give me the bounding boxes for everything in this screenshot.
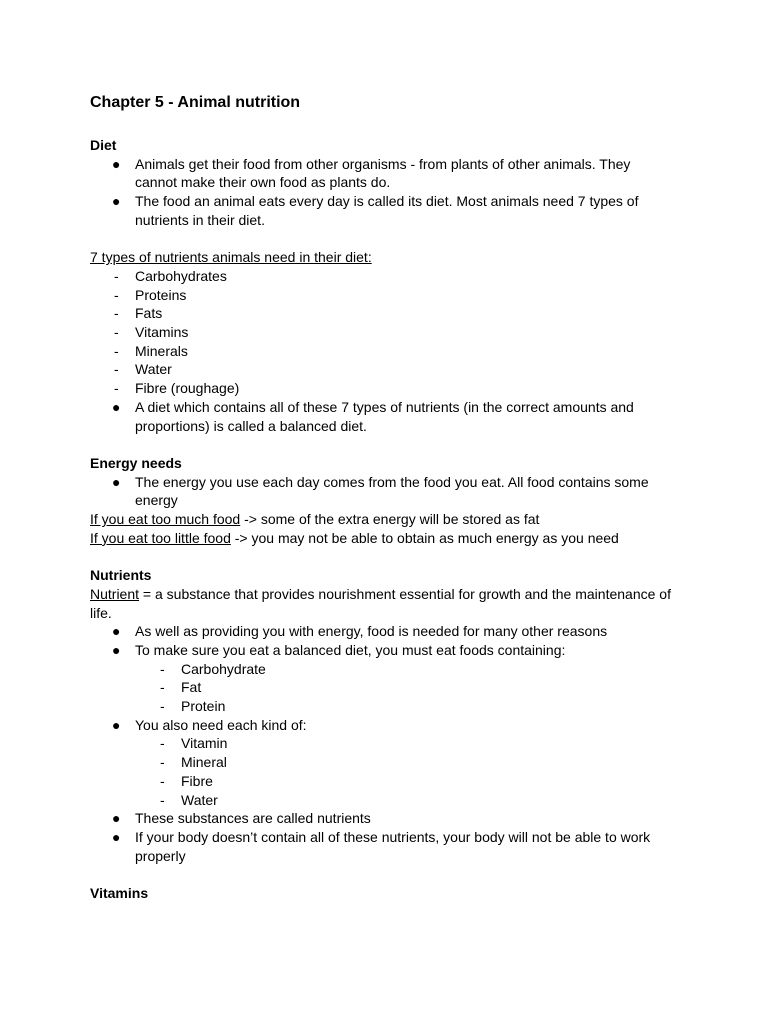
dash-marker: - xyxy=(160,698,165,715)
bullet-marker: ● xyxy=(112,623,121,640)
too-little-food-text: -> you may not be able to obtain as much energy as you need xyxy=(230,529,619,546)
bullet-marker: ● xyxy=(112,716,121,733)
list-item-text: The food an animal eats every day is called its diet. Most animals need 7 types of nutrients in their diet. xyxy=(135,193,639,228)
list-item xyxy=(90,192,675,229)
list-item-text: Fibre xyxy=(181,772,213,789)
list-item-text: Minerals xyxy=(135,342,188,359)
bullet-marker: ● xyxy=(112,810,121,827)
section-nutrients xyxy=(90,566,675,865)
list-item xyxy=(90,622,675,641)
list-item xyxy=(90,828,675,865)
bullet-marker: ● xyxy=(112,641,121,658)
list-item xyxy=(90,379,675,398)
list-item xyxy=(90,360,675,379)
list-item xyxy=(90,641,675,716)
nutrient-types-list xyxy=(90,267,675,435)
list-item-text: Carbohydrate xyxy=(181,660,266,677)
list-item-text: Water xyxy=(181,791,218,808)
dash-marker: - xyxy=(114,380,119,397)
dash-marker: - xyxy=(114,342,119,359)
dash-marker: - xyxy=(114,267,119,284)
list-item xyxy=(90,286,675,305)
section-diet xyxy=(90,136,675,435)
definition-term: Nutrient xyxy=(90,585,140,602)
list-item-text: Fibre (roughage) xyxy=(135,380,240,397)
too-much-food-line xyxy=(90,510,675,529)
diet-bullet-list xyxy=(90,155,675,230)
dash-marker: - xyxy=(114,324,119,341)
section-vitamins xyxy=(90,884,675,903)
too-much-food-label: If you eat too much food xyxy=(90,511,241,528)
list-item xyxy=(90,473,675,510)
energy-bullet-list xyxy=(90,473,675,510)
list-item xyxy=(90,155,675,192)
dash-marker: - xyxy=(160,735,165,752)
list-item xyxy=(90,809,675,828)
section-heading-vitamins: Vitamins xyxy=(90,885,149,902)
list-item-text: The energy you use each day comes from the food you eat. All food contains some energy xyxy=(135,473,649,509)
balanced-diet-foods-list xyxy=(135,660,675,716)
nutrients-bullet-list xyxy=(90,622,675,865)
list-item-text: To make sure you eat a balanced diet, you must eat foods containing: xyxy=(135,641,566,658)
each-kind-list xyxy=(135,734,675,809)
list-item-text: Proteins xyxy=(135,286,187,303)
too-much-food-text: -> some of the extra energy will be stored as fat xyxy=(240,511,540,528)
bullet-marker: ● xyxy=(112,473,121,490)
too-little-food-line xyxy=(90,529,675,548)
bullet-marker: ● xyxy=(112,398,121,415)
section-heading-nutrients: Nutrients xyxy=(90,567,152,584)
dash-marker: - xyxy=(160,754,165,771)
list-item xyxy=(90,342,675,361)
dash-marker: - xyxy=(160,791,165,808)
list-item xyxy=(90,734,675,753)
dash-marker: - xyxy=(160,772,165,789)
list-item-text: These substances are called nutrients xyxy=(135,810,371,827)
list-item-text: Fat xyxy=(181,679,202,696)
too-little-food-label: If you eat too little food xyxy=(90,529,231,546)
bullet-marker: ● xyxy=(112,155,121,172)
list-item-text: Mineral xyxy=(181,754,227,771)
list-item-text: Animals get their food from other organisms - from plants of other animals. They cannot make their own food as plants do. xyxy=(135,155,631,191)
definition-text: = a substance that provides nourishment essential for growth and the maintenance of life. xyxy=(90,585,671,621)
list-item xyxy=(90,323,675,342)
dash-marker: - xyxy=(160,679,165,696)
list-item xyxy=(90,772,675,791)
bullet-marker: ● xyxy=(112,193,121,210)
nutrient-definition xyxy=(90,585,675,622)
list-item xyxy=(90,697,675,716)
list-item-text: As well as providing you with energy, food is needed for many other reasons xyxy=(135,623,608,640)
list-item xyxy=(90,304,675,323)
list-item-text: Fats xyxy=(135,305,163,322)
list-item xyxy=(90,678,675,697)
list-item-text: Vitamin xyxy=(181,735,228,752)
list-item xyxy=(90,660,675,679)
list-item-text: Vitamins xyxy=(135,324,189,341)
list-item-text: Protein xyxy=(181,698,226,715)
section-heading-energy: Energy needs xyxy=(90,454,182,471)
list-item-text: Carbohydrates xyxy=(135,267,227,284)
dash-marker: - xyxy=(160,660,165,677)
dash-marker: - xyxy=(114,305,119,322)
list-item-text: A diet which contains all of these 7 types of nutrients (in the correct amounts and proportions) is called a balanced diet. xyxy=(135,398,634,434)
nutrient-types-heading: 7 types of nutrients animals need in their diet: xyxy=(90,249,372,266)
dash-marker: - xyxy=(114,286,119,303)
document-body xyxy=(90,136,675,903)
list-item xyxy=(90,791,675,810)
section-energy-needs xyxy=(90,454,675,548)
list-item-text: If your body doesn’t contain all of these nutrients, your body will not be able to work properly xyxy=(135,828,651,864)
list-item xyxy=(90,398,675,435)
bullet-marker: ● xyxy=(112,828,121,845)
page-title: Chapter 5 - Animal nutrition xyxy=(90,94,301,111)
section-heading-diet: Diet xyxy=(90,137,117,153)
list-item-text: You also need each kind of: xyxy=(135,716,307,733)
list-item xyxy=(90,267,675,286)
list-item-text: Water xyxy=(135,361,172,378)
list-item xyxy=(90,716,675,810)
list-item xyxy=(90,753,675,772)
dash-marker: - xyxy=(114,361,119,378)
